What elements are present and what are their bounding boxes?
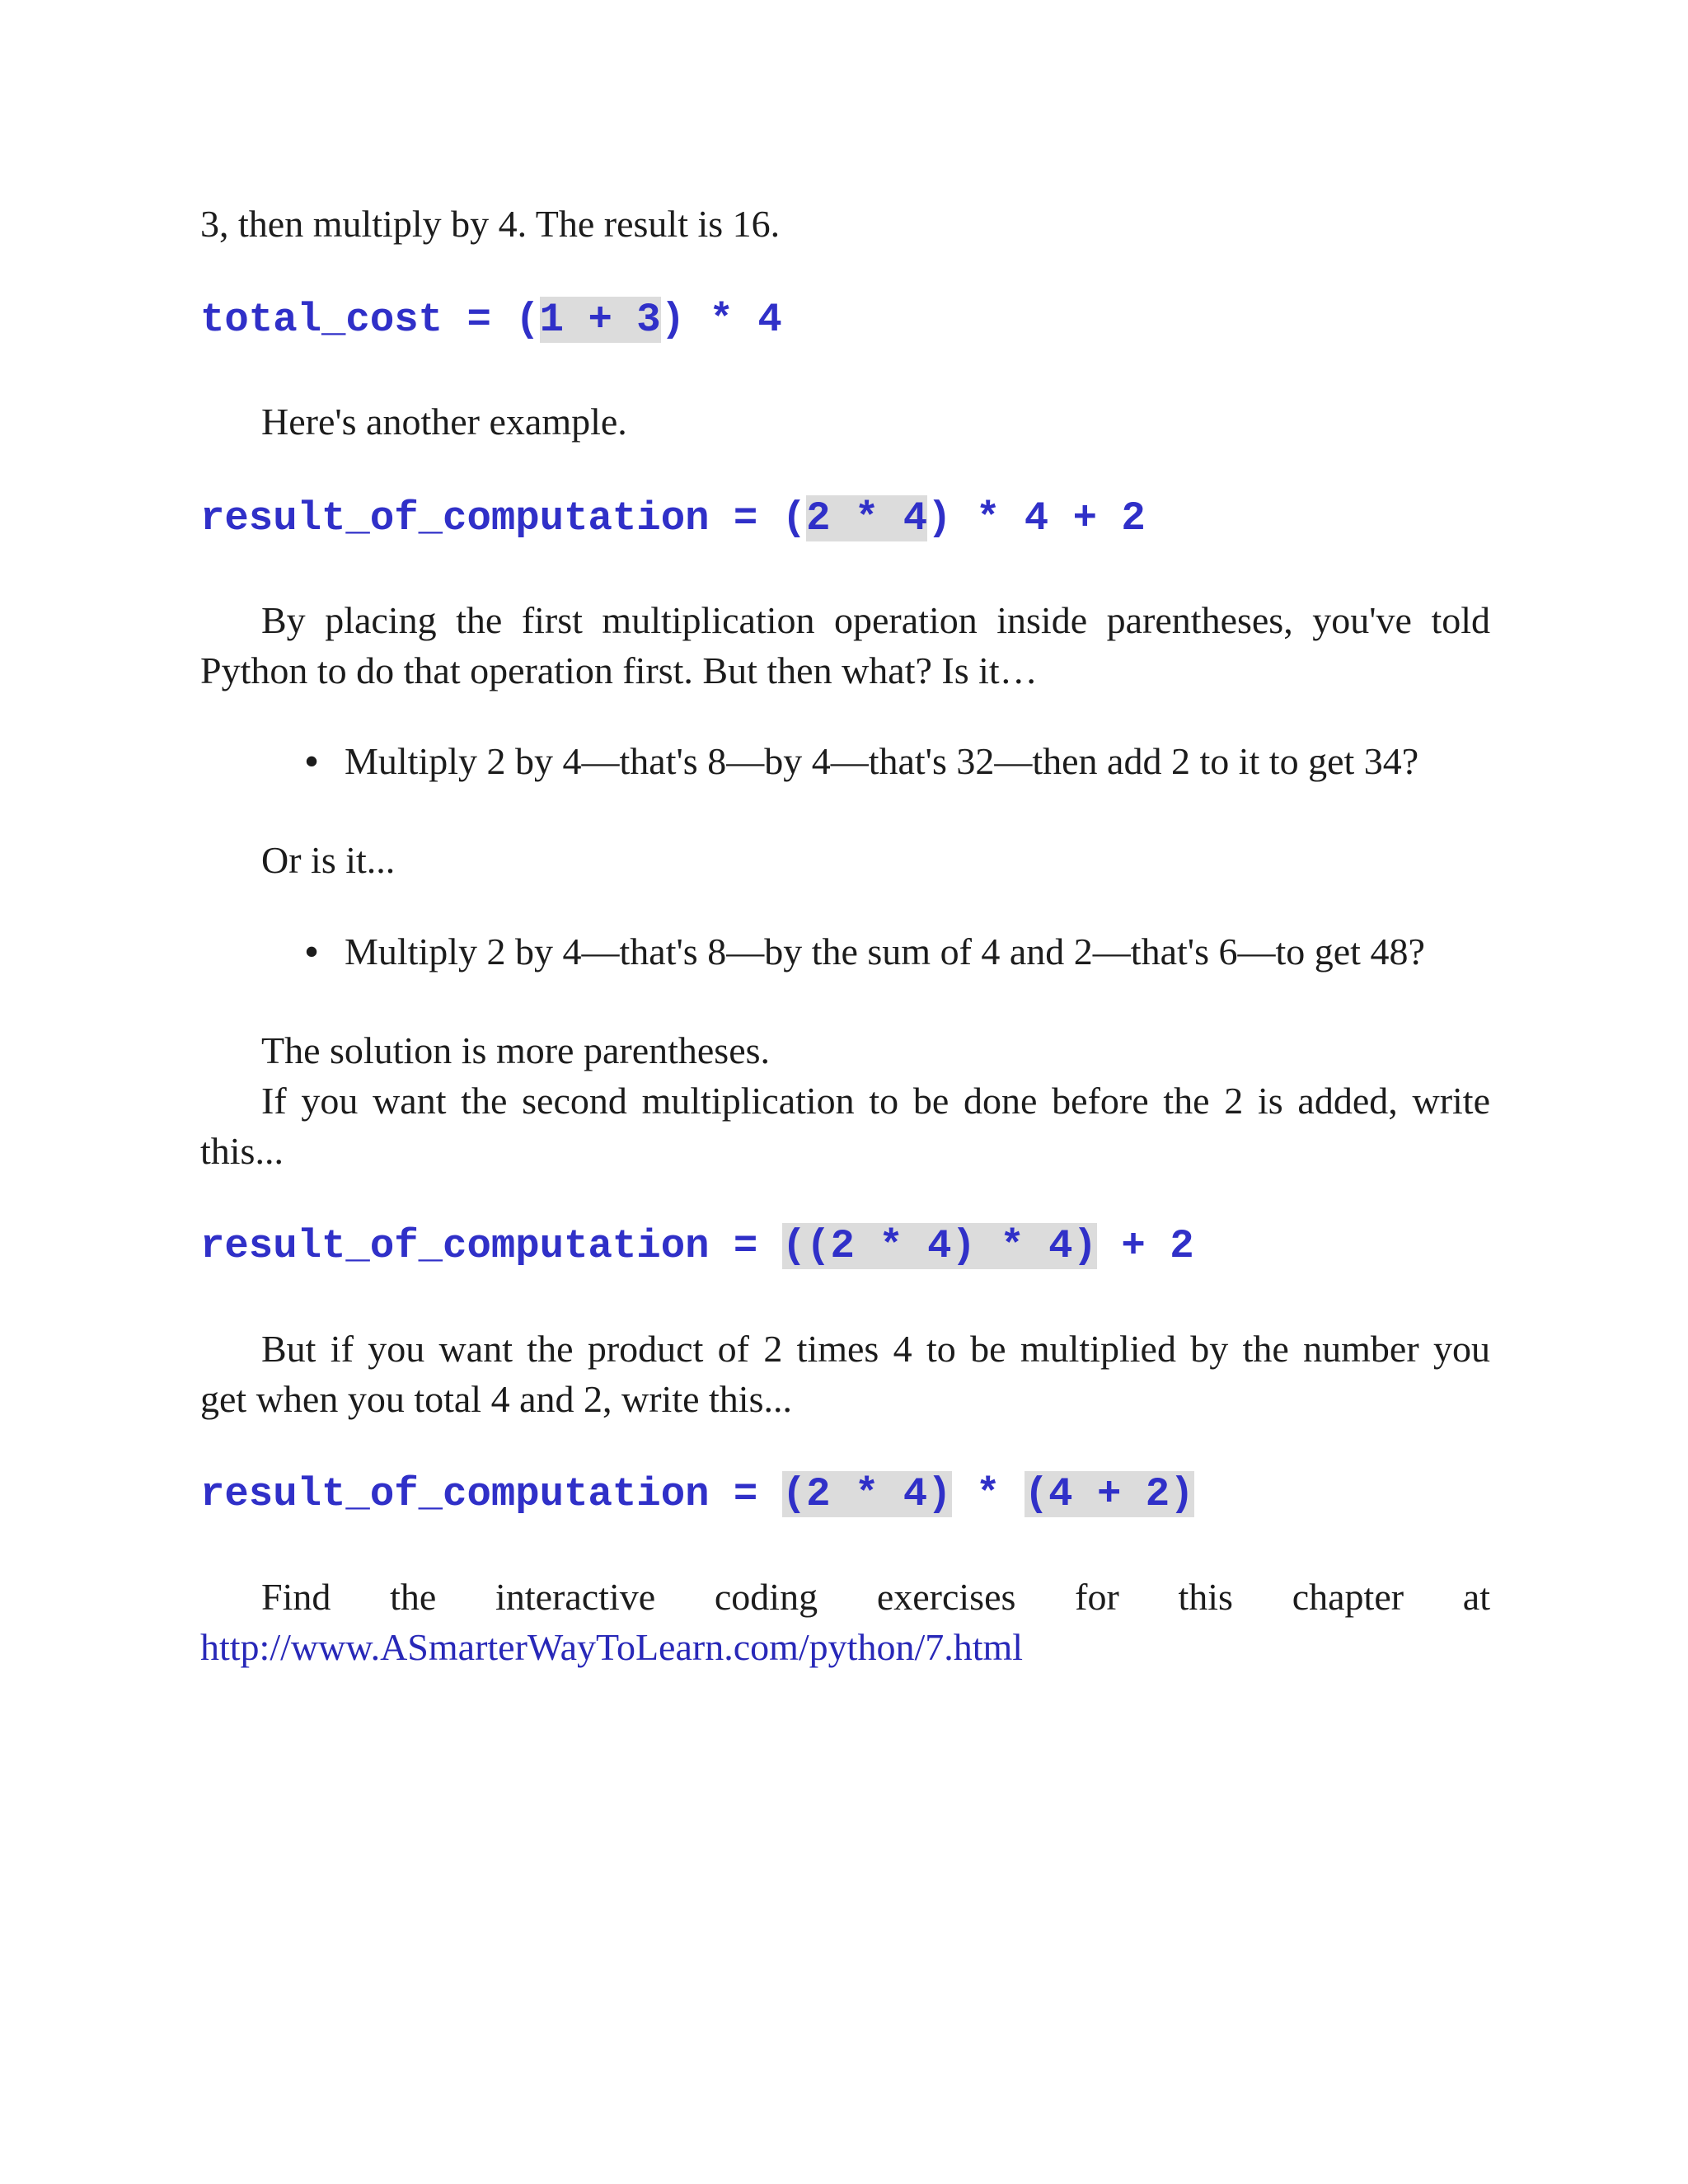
paragraph-line: get when you total 4 and 2, write this... (200, 1378, 792, 1420)
code-highlight: (2 * 4) (781, 1471, 952, 1517)
bullet-item-1 (305, 736, 1418, 786)
bullet-item-2 (305, 926, 1425, 977)
paragraph-result-16: 3, then multiply by 4. The result is 16. (200, 203, 781, 245)
code-total-cost (200, 291, 782, 349)
code-highlight: ((2 * 4) * 4) (781, 1223, 1097, 1269)
paragraph-line: Python to do that operation first. But then what? Is it… (200, 649, 1038, 691)
code-highlight: 1 + 3 (539, 297, 661, 343)
code-highlight: (4 + 2) (1024, 1471, 1194, 1517)
paragraph-line: If you want the second multiplication to be done before the 2 is added, write (261, 1080, 1490, 1122)
code-result-computation-1 (200, 490, 1146, 547)
code-text: ) * 4 (660, 297, 782, 343)
code-text: * (951, 1471, 1025, 1517)
code-text: result_of_computation = ( (200, 495, 807, 541)
code-text: result_of_computation = (200, 1471, 782, 1517)
paragraph-find-exercises (200, 1572, 1490, 1672)
paragraph-line: Find the interactive coding exercises for this chapter at (261, 1576, 1490, 1618)
exercises-link[interactable]: http://www.ASmarterWayToLearn.com/python/7.html (200, 1626, 1024, 1668)
bullet-icon: • (305, 740, 319, 782)
paragraph-solution (200, 1025, 1490, 1176)
paragraph-product (200, 1324, 1490, 1424)
code-highlight: 2 * 4 (806, 495, 928, 541)
code-result-computation-2 (200, 1217, 1194, 1275)
paragraph-line: The solution is more parentheses. (261, 1029, 771, 1071)
bullet-icon: • (305, 930, 319, 972)
code-text: + 2 (1096, 1223, 1194, 1269)
code-text: ) * 4 + 2 (927, 495, 1146, 541)
paragraph-another-example: Here's another example. (261, 401, 627, 443)
paragraph-placing-parentheses (200, 595, 1490, 696)
paragraph-line: this... (200, 1130, 284, 1172)
paragraph-line: By placing the first multiplication operation inside parentheses, you've told (261, 599, 1490, 641)
code-result-computation-3 (200, 1465, 1194, 1523)
code-text: total_cost = ( (200, 297, 540, 343)
paragraph-line: But if you want the product of 2 times 4 to be multiplied by the number you (261, 1328, 1490, 1370)
bullet-text: Multiply 2 by 4—that's 8—by the sum of 4 and 2—that's 6—to get 48? (345, 930, 1425, 972)
code-text: result_of_computation = (200, 1223, 782, 1269)
paragraph-or-is-it: Or is it... (261, 839, 396, 881)
bullet-text: Multiply 2 by 4—that's 8—by 4—that's 32—then add 2 to it to get 34? (345, 740, 1419, 782)
